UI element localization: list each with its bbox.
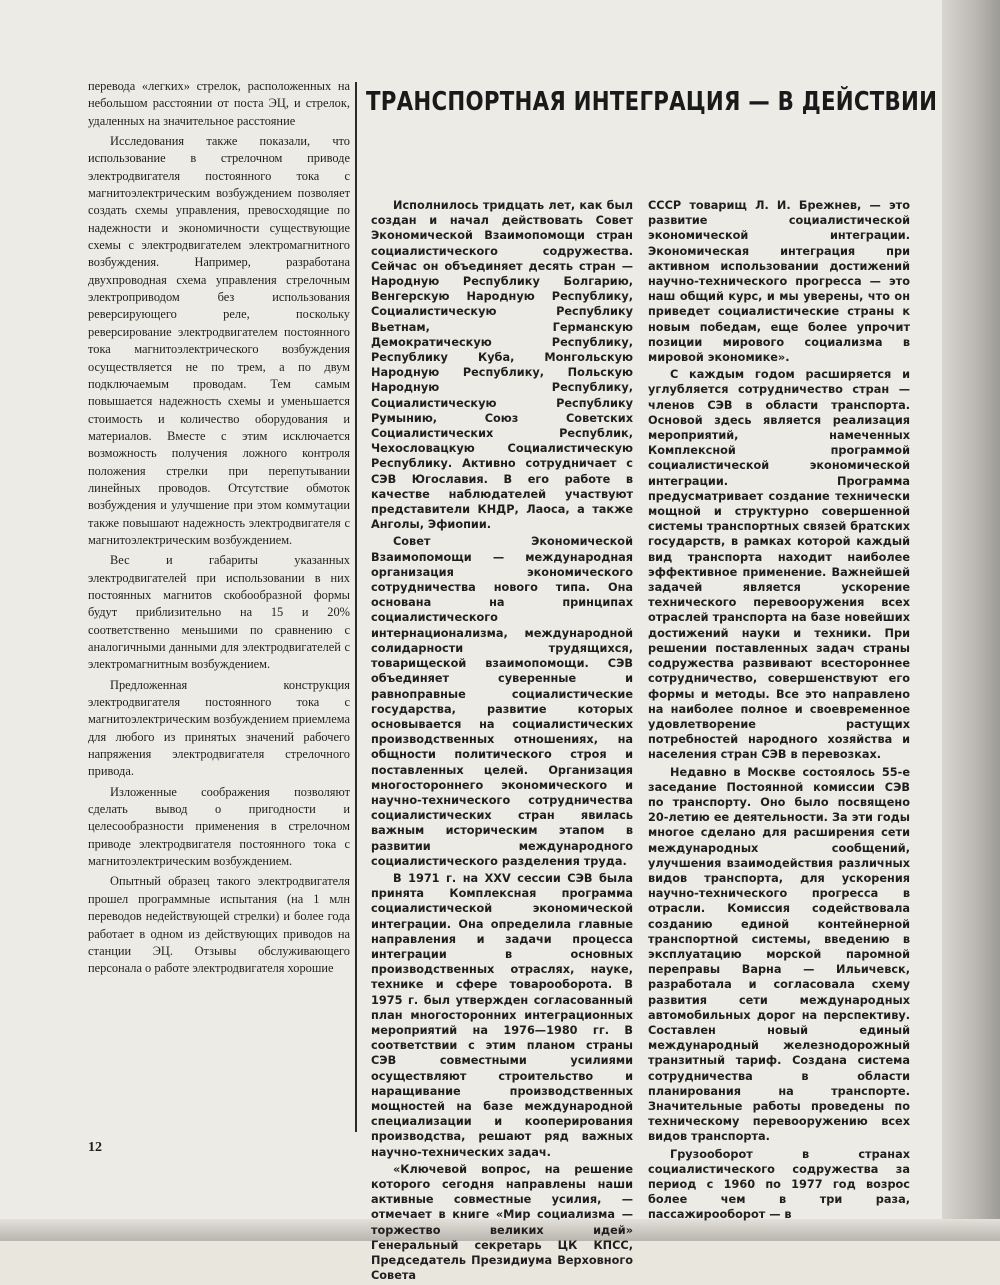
article-heading: ТРАНСПОРТНАЯ ИНТЕГРАЦИЯ — В ДЕЙСТВИИ (366, 87, 938, 117)
middle-paragraph: Исполнилось тридцать лет, как был создан и начал действовать Совет Экономической Взаимопомощи стран социалистического содружества. Сейчас он объединяет десять стран — Народную Республику Болгарию, Венгерскую Народную Республику, Социалистическую Республику Вьетнам, Германскую Демократическую Республику, Республику Куба, Монгольскую Народную Республику, Польскую Народную Республику, Социалистическую Республику Румынию, Союз Советских Социалистических Республик, Чехословацкую Социалистическую Республику. Активно сотрудничает с СЭВ Югославия. В его работе в качестве наблюдателей участвуют представители КНДР, Лаоса, а также Анголы, Эфиопии. (371, 199, 633, 532)
page-edge-shadow (942, 0, 1000, 1241)
page-number: 12 (88, 1140, 102, 1155)
right-paragraph: СССР товарищ Л. И. Брежнев, — это развитие социалистической экономической интеграции. Экономическая интеграция при активном использовании достижений научно-технического прогресса — это наш общий курс, и мы уверены, что он приведет социалистические страны к новым победам, еще более упрочит позиции мирового социализма в мировой экономике». (648, 199, 910, 365)
right-column (648, 198, 910, 1225)
left-paragraph: Вес и габариты указанных электродвигателей при использовании в них постоянных магнитов скобообразной формы будут приблизительно на 15 и 20% соответственно меньшими по сравнению с аналогичными данными для электродвигателей с электромагнитным возбуждением. (88, 553, 350, 672)
left-paragraph: Исследования также показали, что использование в стрелочном приводе электродвигателя постоянного тока с магнитоэлектрическим возбуждением позволяет создать схемы управления, превосходящие по надежности и экономичности существующие схемы с электродвигателем электромагнитного возбуждения. Например, разработана двухпроводная схема управления стрелочным электроприводом без использования реверсирующего реле, поскольку реверсирование электродвигателем постоянного тока магнитоэлектрического возбуждения осуществляется не по трем, а по двум подключаемым проводам. Тем самым повышается надежность схемы и уменьшается стоимость и количество оборудования и материалов. Вместе с этим исключается возможность получения ложного контроля положения стрелки при перепутывании линейных проводов. Отсутствие обмоток возбуждения и улучшение при этом коммутации также повышают надежность электродвигателя с магнитоэлектрическим возбуждением. (88, 134, 350, 547)
middle-column (371, 198, 633, 1285)
middle-paragraph: Совет Экономической Взаимопомощи — международная организация экономического сотрудничества нового типа. Она основана на принципах социалистического интернационализма, международной солидарности трудящихся, товарищеской взаимопомощи. СЭВ объединяет суверенные и равноправные социалистические государства, развитие которых основывается на социалистических производственных отношениях, на общности политического строя и поставленных целей. Организация многостороннего экономического и научно-технического сотрудничества социалистических стран явилась важным историческим этапом в развитии международного социалистического разделения труда. (371, 535, 633, 868)
right-paragraph: С каждым годом расширяется и углубляется сотрудничество стран — членов СЭВ в области транспорта. Основой здесь является реализация мероприятий, намеченных Комплексной программой социалистической экономической интеграции. Программа предусматривает создание технически мощной и структурно совершенной системы транспортных связей братских государств, в рамках которой каждый вид транспорта находит наиболее эффективное применение. Важнейшей задачей является ускорение технического перевооружения всех отраслей транспорта на базе новейших достижений науки и техники. При решении поставленных задач страны содружества развивают всестороннее сотрудничество, совершенствуют его формы и методы. Все это направлено на наиболее полное и своевременное удовлетворение растущих потребностей народного хозяйства и населения стран СЭВ в перевозках. (648, 368, 910, 762)
middle-paragraph: «Ключевой вопрос, на решение которого сегодня направлены наши активные совместные усилия, — отмечает в книге «Мир социализма — торжество великих идей» Генеральный секретарь ЦК КПСС, Председатель Президиума Верховного Совета (371, 1162, 633, 1283)
right-paragraph: Недавно в Москве состоялось 55-е заседание Постоянной комиссии СЭВ по транспорту. Оно было посвящено 20-летию ее деятельности. За эти годы многое сделано для расширения сети международных сообщений, улучшения взаимодействия различных видов транспорта, для ускорения научно-технического прогресса в отрасли. Комиссия содействовала созданию единой контейнерной транспортной системы, введению в эксплуатацию морской паромной переправы Варна — Ильичевск, разработала и согласовала схему развития сети международных автомобильных дорог на перспективу. Составлен новый единый международный железнодорожный транзитный тариф. Создана система сотрудничества в области планирования на транспорте. Значительные работы проведены по техническому перевооружению всех видов транспорта. (648, 765, 910, 1144)
left-column (88, 78, 350, 981)
left-paragraph: Опытный образец такого электродвигателя прошел программные испытания (на 1 млн переводов недействующей стрелки) и более года работает в одном из действующих приводов на станции ЭЦ. Отзывы обслуживающего персонала о работе электродвигателя хорошие (88, 874, 350, 976)
left-paragraph: Изложенные соображения позволяют сделать вывод о пригодности и целесообразности применения в стрелочном приводе электродвигателя постоянного тока с магнитоэлектрическим возбуждением. (88, 784, 350, 869)
left-paragraph: перевода «легких» стрелок, расположенных на небольшом расстоянии от поста ЭЦ, и стрелок, удаленных на значительное расстояние (88, 79, 350, 128)
right-paragraph: Грузооборот в странах социалистического содружества за период с 1960 по 1977 год возрос более чем в три раза, пассажирооборот — в (648, 1147, 910, 1222)
middle-paragraph: В 1971 г. на XXV сессии СЭВ была принята Комплексная программа социалистической экономической интеграции. Она определила главные направления и задачи процесса интеграции в основных производственных отраслях, науке, технике и сфере товарооборота. В 1975 г. был утвержден согласованный план многосторонних интеграционных мероприятий на 1976—1980 гг. В соответствии с этим планом страны СЭВ совместными усилиями осуществляют строительство и наращивание производственных мощностей на базе международной специализации и кооперирования производства, решают ряд важных научно-технических задач. (371, 871, 633, 1159)
column-divider (355, 82, 357, 1132)
left-paragraph: Предложенная конструкция электродвигателя постоянного тока с магнитоэлектрическим возбуждением приемлема для любого из принятых значений рабочего напряжения электродвигателя стрелочного привода. (88, 677, 350, 779)
